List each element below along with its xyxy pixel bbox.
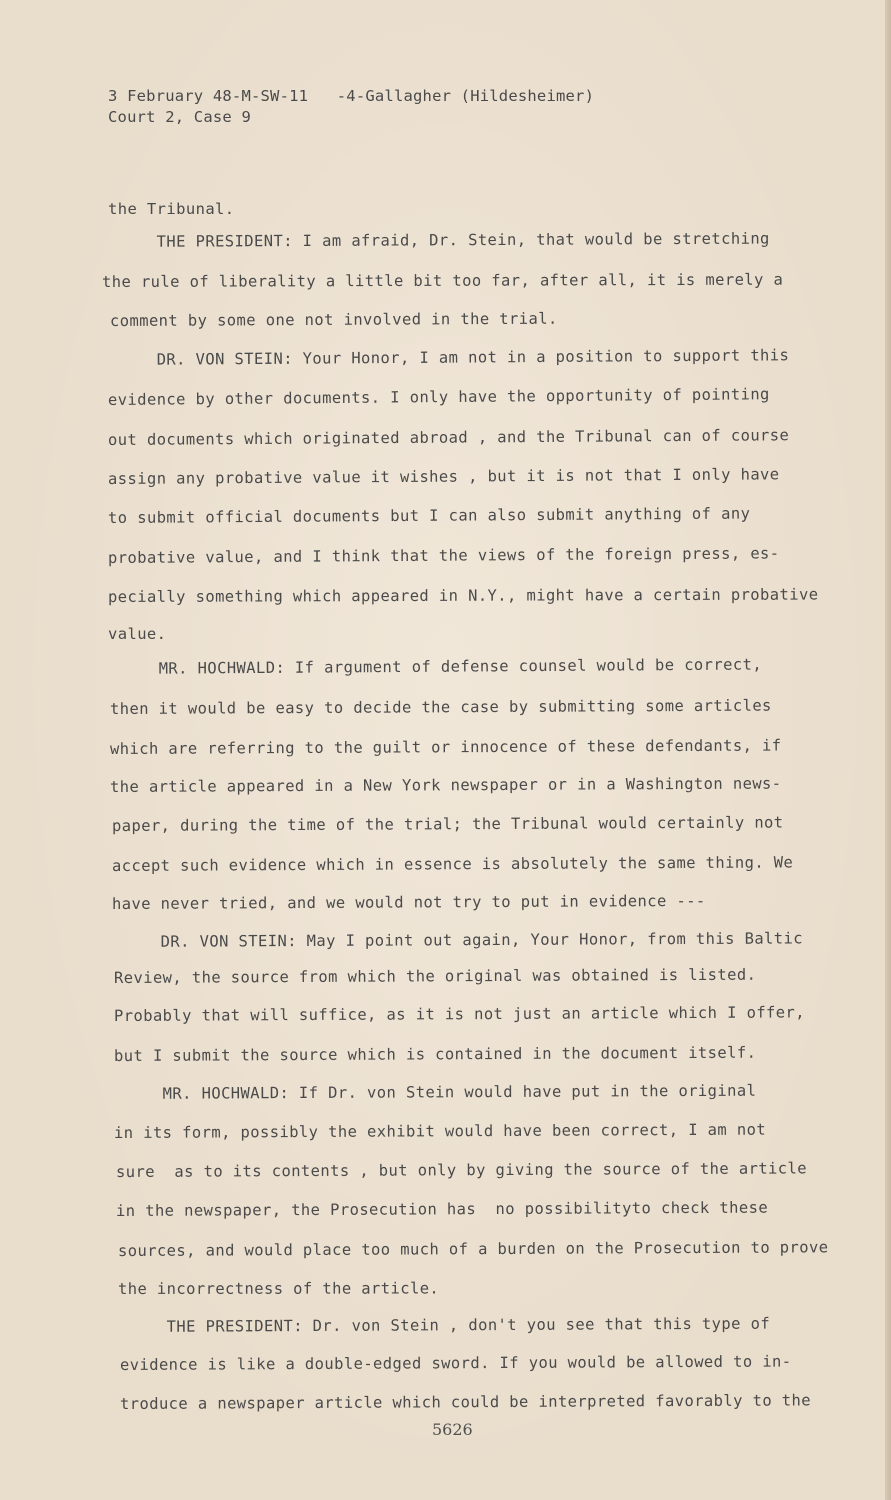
transcript-line: paper, during the time of the trial; the Tribunal would certainly not bbox=[111, 813, 784, 835]
transcript-line: Probably that will suffice, as it is not just an article which I offer, bbox=[113, 1003, 806, 1025]
transcript-line: probative value, and I think that the views of the foreign press, es- bbox=[107, 544, 780, 567]
transcript-line: which are referring to the guilt or innocence of these defendants, if bbox=[109, 736, 782, 758]
transcript-line: pecially something which appeared in N.Y., might have a certain probative bbox=[107, 585, 819, 606]
transcript-line: then it would be easy to decide the case by submitting some articles bbox=[109, 696, 772, 718]
transcript-line: in its form, possibly the exhibit would have been correct, I am not bbox=[113, 1120, 767, 1142]
page-number: 5626 bbox=[432, 1420, 473, 1439]
transcript-line: evidence by other documents. I only have the opportunity of pointing bbox=[107, 385, 770, 409]
page-edge bbox=[885, 0, 891, 1500]
transcript-line: the Tribunal. bbox=[108, 200, 235, 218]
transcript-line: the incorrectness of the article. bbox=[117, 1279, 440, 1298]
transcript-line: the article appeared in a New York newspaper or in a Washington news- bbox=[109, 774, 782, 796]
transcript-line: THE PRESIDENT: I am afraid, Dr. Stein, that would be stretching bbox=[107, 229, 770, 251]
header-line-date: 3 February 48-M-SW-11 -4-Gallagher (Hildesheimer) bbox=[108, 87, 595, 105]
transcript-line: in the newspaper, the Prosecution has no possibilityto check these bbox=[115, 1198, 769, 1220]
transcript-line: assign any probative value it wishes , but it is not that I only have bbox=[107, 465, 780, 488]
transcript-line: evidence is like a double-edged sword. If you would be allowed to in- bbox=[119, 1352, 792, 1374]
transcript-line: Review, the source from which the original was obtained is listed. bbox=[113, 965, 757, 987]
transcript-line: DR. VON STEIN: May I point out again, Your Honor, from this Baltic bbox=[111, 929, 804, 951]
transcript-line: the rule of liberality a little bit too far, after all, it is merely a bbox=[101, 270, 784, 291]
header-line-court: Court 2, Case 9 bbox=[108, 108, 251, 126]
transcript-line: value. bbox=[108, 625, 167, 643]
transcript-line: out documents which originated abroad , and the Tribunal can of course bbox=[107, 426, 790, 449]
transcript-line: sources, and would place too much of a burden on the Prosecution to prove bbox=[117, 1238, 829, 1260]
transcript-line: sure as to its contents , but only by giving the source of the article bbox=[115, 1159, 808, 1181]
transcript-line: have never tried, and we would not try to put in evidence --- bbox=[111, 891, 706, 913]
transcript-line: THE PRESIDENT: Dr. von Stein , don't you see that this type of bbox=[117, 1314, 771, 1336]
transcript-line: MR. HOCHWALD: If argument of defense counsel would be correct, bbox=[109, 655, 763, 678]
page-header bbox=[108, 86, 594, 128]
transcript-line: to submit official documents but I can also submit anything of any bbox=[107, 504, 751, 527]
transcript-line: accept such evidence which in essence is absolutely the same thing. We bbox=[111, 853, 794, 875]
transcript-line: but I submit the source which is contained in the document itself. bbox=[113, 1043, 757, 1065]
transcript-line: DR. VON STEIN: Your Honor, I am not in a position to support this bbox=[107, 346, 790, 369]
transcript-line: comment by some one not involved in the trial. bbox=[109, 309, 558, 330]
transcript-line: MR. HOCHWALD: If Dr. von Stein would have put in the original bbox=[113, 1081, 757, 1103]
transcript-line: troduce a newspaper article which could be interpreted favorably to the bbox=[119, 1391, 812, 1413]
